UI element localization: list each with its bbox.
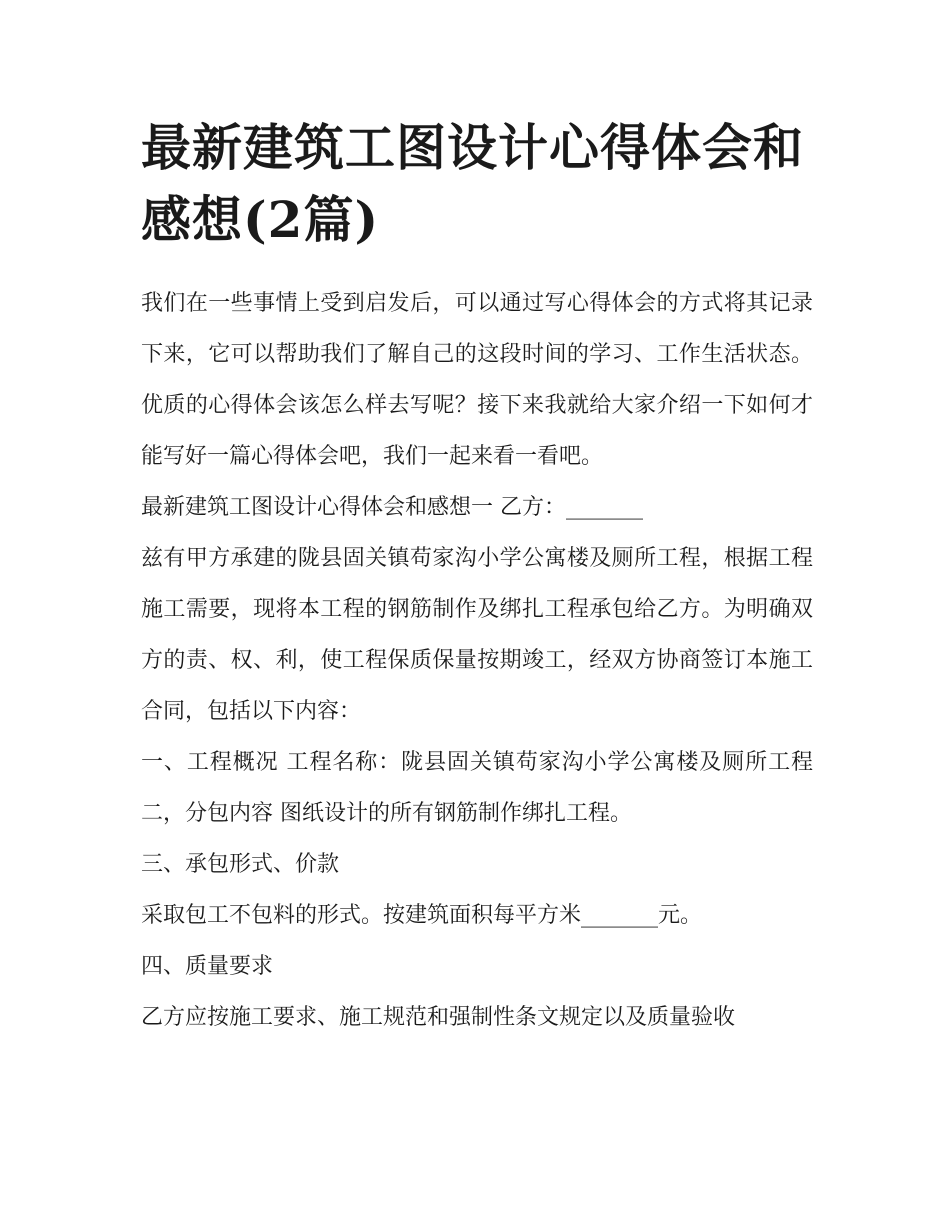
paragraph-section-heading: 最新建筑工图设计心得体会和感想一 乙方：_______: [141, 495, 643, 520]
paragraph-intro: 我们在一些事情上受到启发后，可以通过写心得体会的方式将其记录下来，它可以帮助我们了解自己的这段时间的学习、工作生活状态。优质的心得体会该怎么样去写呢？接下来我就给大家介绍一下如何才能写好一篇心得体会吧，我们一起来看一看吧。: [141, 291, 813, 469]
paragraph-contract-form-heading: 三、承包形式、价款: [141, 852, 340, 877]
paragraph-contract-preamble: 兹有甲方承建的陇县固关镇苟家沟小学公寓楼及厕所工程，根据工程施工需要，现将本工程的钢筋制作及绑扎工程承包给乙方。为明确双方的责、权、利，使工程保质保量按期竣工，经双方协商签订本施工合同，包括以下内容：: [141, 546, 813, 724]
document-page: [141, 112, 813, 1043]
document-title: 最新建筑工图设计心得体会和感想(2篇): [141, 118, 804, 249]
paragraph-project-overview: 一、工程概况 工程名称：陇县固关镇苟家沟小学公寓楼及厕所工程 二，分包内容 图纸设计的所有钢筋制作绑扎工程。: [141, 750, 813, 826]
paragraph-quality-heading: 四、质量要求: [141, 954, 274, 979]
paragraph-quality-requirements: 乙方应按施工要求、施工规范和强制性条文规定以及质量验收: [141, 1005, 736, 1030]
paragraph-contract-form: 采取包工不包料的形式。按建筑面积每平方米_______元。: [141, 903, 703, 928]
